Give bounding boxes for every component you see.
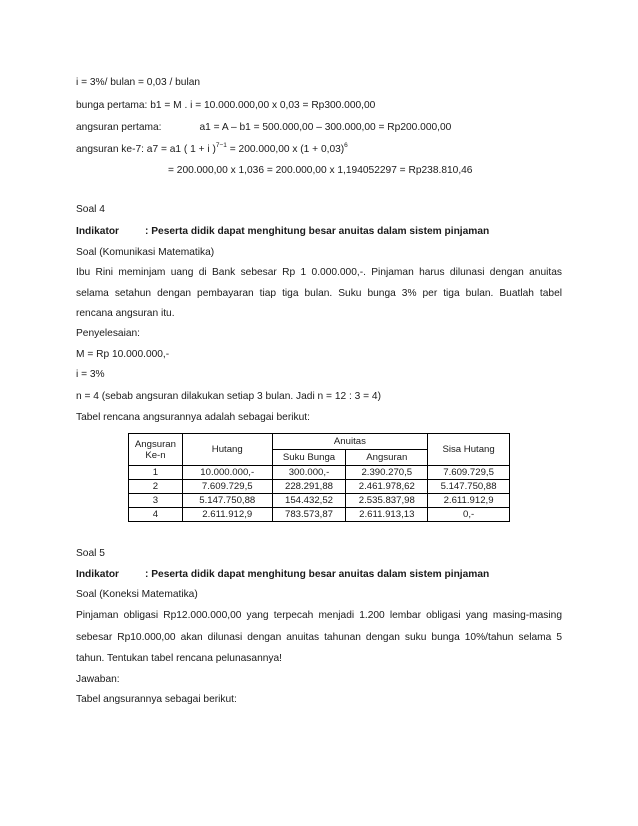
- soal4-n: n = 4 (sebab angsuran dilakukan setiap 3 bulan. Jadi n = 12 : 3 = 4): [76, 391, 381, 402]
- soal5-jawaban: Jawaban:: [76, 674, 120, 685]
- cell-sisa-hutang: 7.609.729,5: [428, 466, 510, 480]
- bunga-pertama-line: bunga pertama: b1 = M . i = 10.000.000,00 x 0,03 = Rp300.000,00: [76, 100, 376, 111]
- cell-hutang: 2.611.912,9: [182, 508, 272, 522]
- angsuran-ke7-result: = 200.000,00 x 1,036 = 200.000,00 x 1,194052297 = Rp238.810,46: [168, 165, 473, 176]
- cell-suku-bunga: 154.432,52: [272, 494, 346, 508]
- cell-sisa-hutang: 2.611.912,9: [428, 494, 510, 508]
- cell-hutang: 10.000.000,-: [182, 466, 272, 480]
- exponent-6: 6: [344, 142, 348, 149]
- soal4-indikator: [76, 225, 489, 238]
- cell-n: 2: [129, 480, 183, 494]
- soal4-indikator-text: : Peserta didik dapat menghitung besar anuitas dalam sistem pinjaman: [145, 226, 490, 237]
- soal4-type: Soal (Komunikasi Matematika): [76, 247, 215, 258]
- soal5-heading: Soal 5: [76, 548, 105, 559]
- cell-suku-bunga: 783.573,87: [272, 508, 346, 522]
- table-row: [129, 508, 510, 522]
- soal5-question-line3: tahun. Tentukan tabel rencana pelunasannya!: [76, 653, 282, 664]
- soal5-indikator-text: : Peserta didik dapat menghitung besar anuitas dalam sistem pinjaman: [145, 569, 490, 580]
- angsuran-pertama-label: angsuran pertama:: [76, 122, 162, 133]
- cell-suku-bunga: 228.291,88: [272, 480, 346, 494]
- table-row: [129, 480, 510, 494]
- header-hutang: Hutang: [182, 434, 272, 466]
- header-sisa-hutang: Sisa Hutang: [428, 434, 510, 466]
- header-angsuran: Angsuran: [346, 450, 428, 466]
- soal4-question-line1: Ibu Rini meminjam uang di Bank sebesar Rp 1 0.000.000,-. Pinjaman harus dilunasi dengan anuitas: [76, 267, 562, 278]
- soal5-question-line2: sebesar Rp10.000,00 akan dilunasi dengan anuitas tahunan dengan suku bunga 10%/tahun selama 5: [76, 632, 562, 643]
- soal5-table-intro: Tabel angsurannya sebagai berikut:: [76, 694, 237, 705]
- cell-hutang: 7.609.729,5: [182, 480, 272, 494]
- angsuran-ke7-part2: = 200.000,00 x (1 + 0,03): [226, 144, 345, 155]
- cell-hutang: 5.147.750,88: [182, 494, 272, 508]
- cell-angsuran: 2.461.978,62: [346, 480, 428, 494]
- soal4-table-intro: Tabel rencana angsurannya adalah sebagai berikut:: [76, 412, 310, 423]
- cell-n: 4: [129, 508, 183, 522]
- table-row: [129, 466, 510, 480]
- cell-n: 1: [129, 466, 183, 480]
- cell-angsuran: 2.535.837,98: [346, 494, 428, 508]
- angsuran-ke7-part1: angsuran ke-7: a7 = a1 ( 1 + i ): [76, 144, 216, 155]
- soal4-question-line2: selama setahun dengan pembayaran tiap tiga bulan. Suku bunga 3% per tiga bulan. Buatlah tabel: [76, 288, 562, 299]
- cell-suku-bunga: 300.000,-: [272, 466, 346, 480]
- cell-angsuran: 2.390.270,5: [346, 466, 428, 480]
- soal5-indikator: [76, 568, 489, 581]
- soal4-question-line3: rencana angsuran itu.: [76, 308, 175, 319]
- soal4-indikator-label: Indikator: [76, 226, 120, 237]
- angsuran-table: [128, 433, 510, 522]
- soal5-type: Soal (Koneksi Matematika): [76, 589, 198, 600]
- exponent-7-1: 7−1: [215, 142, 227, 149]
- cell-sisa-hutang: 5.147.750,88: [428, 480, 510, 494]
- angsuran-pertama-line: [76, 121, 451, 134]
- angsuran-pertama-value: a1 = A – b1 = 500.000,00 – 300.000,00 = Rp200.000,00: [199, 122, 452, 133]
- header-suku-bunga: Suku Bunga: [272, 450, 346, 466]
- soal5-question-line1: Pinjaman obligasi Rp12.000.000,00 yang terpecah menjadi 1.200 lembar obligasi yang masing-masing: [76, 610, 562, 621]
- soal4-heading: Soal 4: [76, 204, 105, 215]
- rate-line: i = 3%/ bulan = 0,03 / bulan: [76, 77, 201, 88]
- angsuran-ke7-line: [76, 143, 348, 156]
- cell-angsuran: 2.611.913,13: [346, 508, 428, 522]
- table-header-row: [129, 434, 510, 450]
- header-anuitas: Anuitas: [272, 434, 428, 450]
- soal4-penyelesaian: Penyelesaian:: [76, 328, 141, 339]
- cell-sisa-hutang: 0,-: [428, 508, 510, 522]
- soal5-indikator-label: Indikator: [76, 569, 120, 580]
- header-angsuran-ke: Angsuran Ke-n: [129, 434, 183, 466]
- soal4-m: M = Rp 10.000.000,-: [76, 349, 170, 360]
- cell-n: 3: [129, 494, 183, 508]
- soal4-i: i = 3%: [76, 369, 105, 380]
- table-row: [129, 494, 510, 508]
